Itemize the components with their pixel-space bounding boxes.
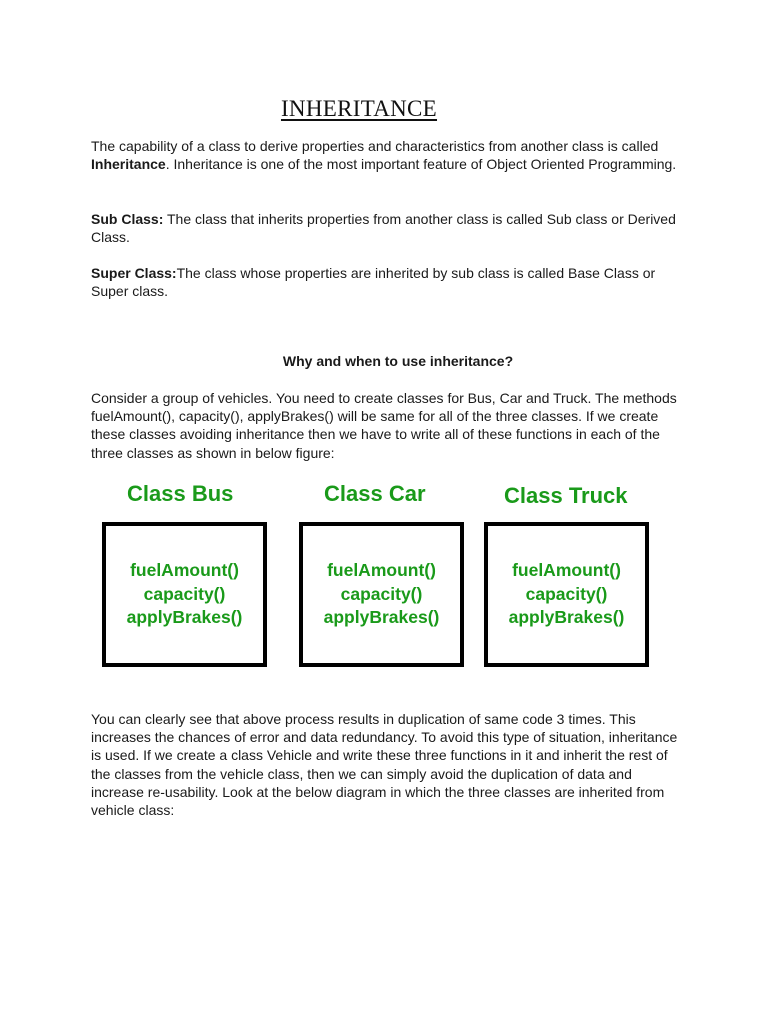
method-fuel-amount: fuelAmount(): [512, 560, 621, 581]
class-title-truck: Class Truck: [504, 483, 628, 508]
method-fuel-amount: fuelAmount(): [130, 560, 239, 581]
intro-bold-term: Inheritance: [91, 156, 166, 173]
class-box-bus: [102, 522, 267, 667]
method-capacity: capacity(): [525, 583, 608, 604]
section-heading: Why and when to use inheritance?: [282, 353, 514, 369]
superclass-text: The class whose properties are inherited by sub class is called Base Class or Super class.: [91, 265, 656, 300]
duplication-paragraph: You can clearly see that above process results in duplication of same code 3 times. This increases the chances of error and data redundancy. To avoid this type of situation, inheritance is used. If we create a class Vehicle and write these three functions in it and inherit the rest of the classes from the vehicle class, then we can simply avoid the duplication of data and increase re-usability. Look at the below diagram in which the three classes are inherited from vehicle class:: [91, 711, 678, 819]
intro-text-2: . Inheritance is one of the most important feature of Object Oriented Programming.: [165, 156, 677, 173]
method-capacity: capacity(): [340, 583, 423, 604]
subclass-label: Sub Class:: [91, 211, 164, 227]
intro-text-1: The capability of a class to derive properties and characteristics from another class is called: [91, 138, 659, 154]
class-box-car: [299, 522, 464, 667]
page-title: INHERITANCE: [280, 96, 438, 121]
class-title-car: Class Car: [324, 481, 426, 506]
class-title-bus: Class Bus: [127, 481, 234, 506]
superclass-label: Super Class:: [91, 265, 177, 281]
method-apply-brakes: applyBrakes(): [323, 607, 440, 628]
method-apply-brakes: applyBrakes(): [126, 607, 243, 628]
subclass-text: The class that inherits properties from another class is called Sub class or Derived Class.: [91, 211, 676, 246]
subclass-paragraph: [91, 210, 681, 246]
method-fuel-amount: fuelAmount(): [327, 560, 436, 581]
method-apply-brakes: applyBrakes(): [508, 607, 625, 628]
superclass-paragraph: [91, 264, 681, 300]
vehicles-paragraph: Consider a group of vehicles. You need to create classes for Bus, Car and Truck. The methods fuelAmount(), capacity(), applyBrakes() will be same for all of the three classes. If we create these classes avoiding inheritance then we have to write all of these functions in each of the three classes as shown in below figure:: [91, 390, 677, 461]
intro-paragraph: [91, 137, 681, 173]
method-capacity: capacity(): [143, 583, 226, 604]
class-box-truck: [484, 522, 649, 667]
